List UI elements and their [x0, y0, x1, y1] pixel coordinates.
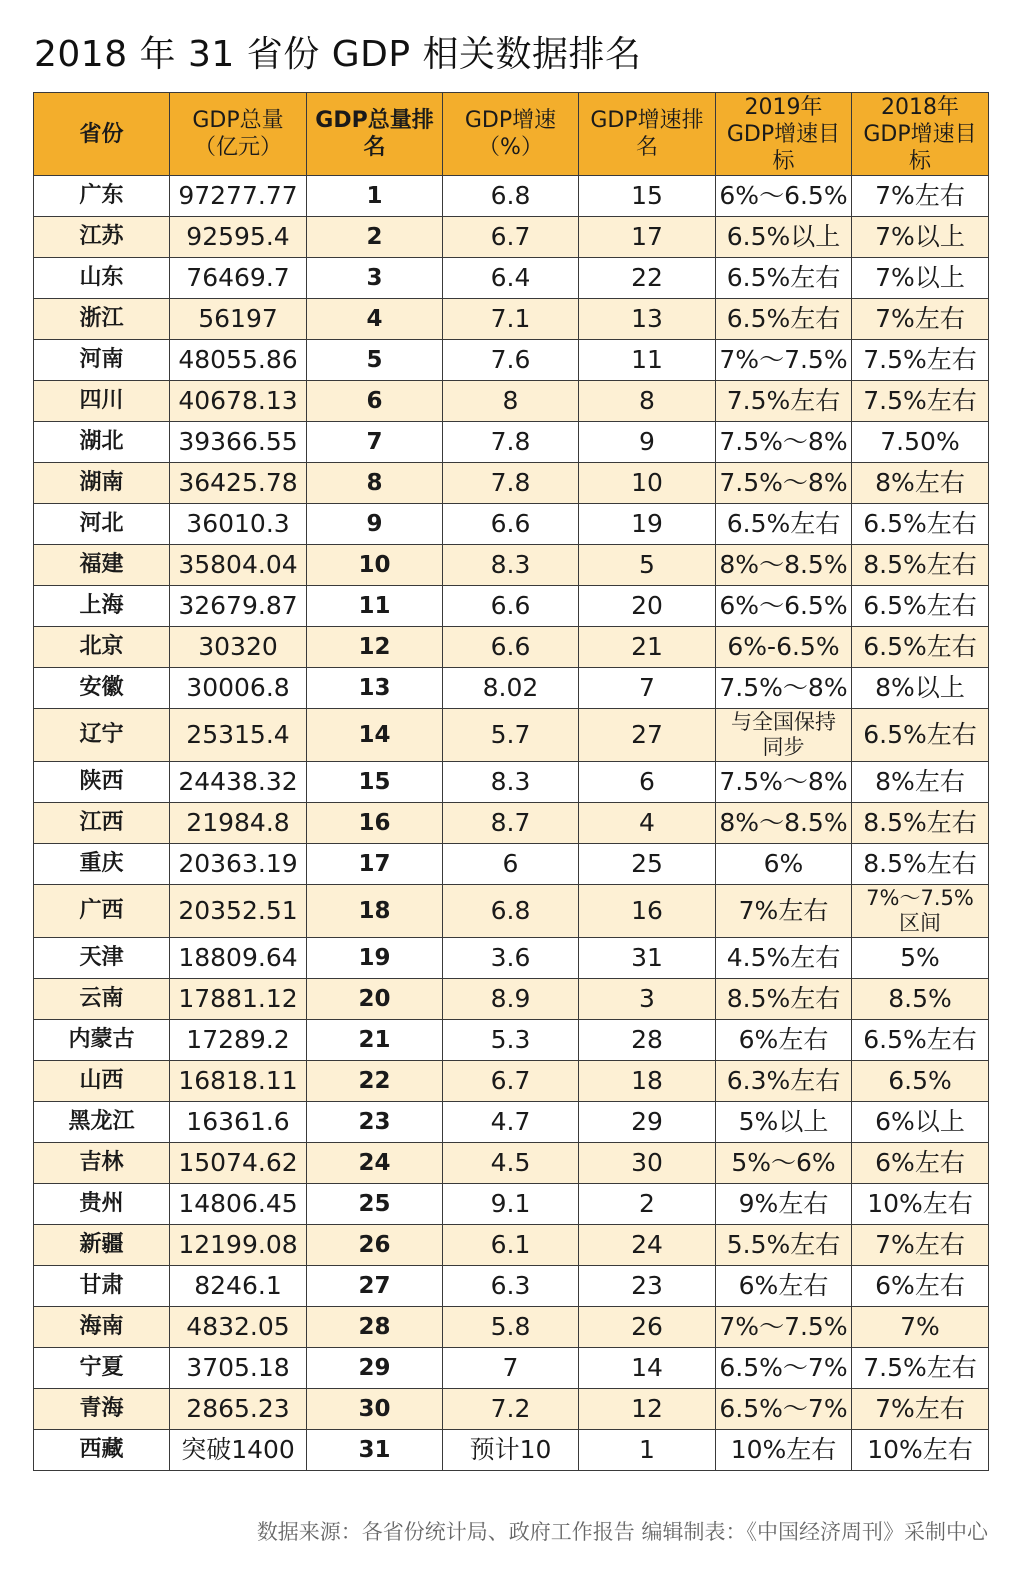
cell-gdp-total: 14806.45	[170, 1184, 307, 1225]
page-title: 2018 年 31 省份 GDP 相关数据排名	[34, 34, 642, 75]
table-row	[34, 1225, 989, 1266]
cell-target-2018: 6%左右	[852, 1143, 989, 1184]
cell-gdp-growth: 3.6	[443, 938, 579, 979]
table-row	[34, 545, 989, 586]
cell-province: 新疆	[34, 1225, 170, 1266]
cell-gdp-total: 2865.23	[170, 1389, 307, 1430]
cell-target-2019: 7.5%左右	[716, 381, 852, 422]
cell-province: 内蒙古	[34, 1020, 170, 1061]
cell-gdp-growth-rank: 17	[579, 217, 716, 258]
cell-target-2018: 10%左右	[852, 1430, 989, 1471]
cell-gdp-total: 30320	[170, 627, 307, 668]
cell-target-2019: 10%左右	[716, 1430, 852, 1471]
gdp-ranking-table	[33, 92, 989, 1471]
table-header-row	[34, 93, 989, 176]
cell-target-2019: 6.5%以上	[716, 217, 852, 258]
table-row	[34, 709, 989, 762]
table-row	[34, 762, 989, 803]
cell-gdp-total-rank: 30	[307, 1389, 443, 1430]
cell-target-2018: 7.5%左右	[852, 1348, 989, 1389]
cell-gdp-growth: 8.9	[443, 979, 579, 1020]
table-row	[34, 176, 989, 217]
cell-target-2018: 6%以上	[852, 1102, 989, 1143]
cell-gdp-total-rank: 9	[307, 504, 443, 545]
cell-target-2018: 6.5%左右	[852, 627, 989, 668]
cell-province: 上海	[34, 586, 170, 627]
cell-gdp-total: 15074.62	[170, 1143, 307, 1184]
cell-gdp-total-rank: 3	[307, 258, 443, 299]
cell-gdp-total-rank: 22	[307, 1061, 443, 1102]
cell-gdp-growth: 5.3	[443, 1020, 579, 1061]
cell-province: 海南	[34, 1307, 170, 1348]
cell-target-2019: 7.5%～8%	[716, 422, 852, 463]
cell-province: 江西	[34, 803, 170, 844]
cell-target-2019: 8%～8.5%	[716, 803, 852, 844]
cell-gdp-total: 30006.8	[170, 668, 307, 709]
cell-province: 河南	[34, 340, 170, 381]
cell-gdp-total: 16361.6	[170, 1102, 307, 1143]
cell-gdp-growth-rank: 4	[579, 803, 716, 844]
cell-gdp-total-rank: 29	[307, 1348, 443, 1389]
cell-province: 山东	[34, 258, 170, 299]
table-row	[34, 299, 989, 340]
cell-gdp-growth: 8.3	[443, 762, 579, 803]
cell-gdp-total: 48055.86	[170, 340, 307, 381]
cell-target-2019: 6.5%～7%	[716, 1348, 852, 1389]
cell-gdp-growth: 6.6	[443, 586, 579, 627]
cell-province: 贵州	[34, 1184, 170, 1225]
cell-gdp-growth: 7.8	[443, 422, 579, 463]
cell-target-2019: 4.5%左右	[716, 938, 852, 979]
header-gdp-total-rank: GDP总量排 名	[307, 93, 443, 176]
cell-province: 黑龙江	[34, 1102, 170, 1143]
cell-province: 广西	[34, 885, 170, 938]
cell-gdp-growth-rank: 5	[579, 545, 716, 586]
cell-target-2018: 7%～7.5% 区间	[852, 885, 989, 938]
cell-province: 山西	[34, 1061, 170, 1102]
cell-gdp-growth-rank: 25	[579, 844, 716, 885]
cell-target-2018: 7.50%	[852, 422, 989, 463]
cell-gdp-growth: 8.3	[443, 545, 579, 586]
table-row	[34, 844, 989, 885]
cell-gdp-growth-rank: 23	[579, 1266, 716, 1307]
cell-gdp-growth: 7.2	[443, 1389, 579, 1430]
cell-target-2018: 6%左右	[852, 1266, 989, 1307]
cell-gdp-total-rank: 26	[307, 1225, 443, 1266]
cell-target-2018: 7.5%左右	[852, 381, 989, 422]
cell-target-2019: 6%-6.5%	[716, 627, 852, 668]
cell-gdp-total-rank: 21	[307, 1020, 443, 1061]
cell-target-2019: 7%～7.5%	[716, 1307, 852, 1348]
cell-gdp-growth: 7.1	[443, 299, 579, 340]
cell-target-2018: 7%左右	[852, 176, 989, 217]
cell-gdp-total: 18809.64	[170, 938, 307, 979]
cell-province: 天津	[34, 938, 170, 979]
cell-province: 云南	[34, 979, 170, 1020]
cell-target-2019: 6%	[716, 844, 852, 885]
cell-gdp-growth-rank: 11	[579, 340, 716, 381]
cell-target-2019: 6.5%～7%	[716, 1389, 852, 1430]
cell-gdp-growth: 6.7	[443, 1061, 579, 1102]
cell-gdp-total-rank: 24	[307, 1143, 443, 1184]
cell-target-2018: 8.5%左右	[852, 545, 989, 586]
cell-gdp-total: 20352.51	[170, 885, 307, 938]
cell-target-2018: 7%以上	[852, 258, 989, 299]
cell-target-2019: 6.5%左右	[716, 299, 852, 340]
cell-province: 安徽	[34, 668, 170, 709]
table-row	[34, 1061, 989, 1102]
header-2019-target: 2019年 GDP增速目 标	[716, 93, 852, 176]
cell-gdp-total-rank: 11	[307, 586, 443, 627]
cell-gdp-growth-rank: 29	[579, 1102, 716, 1143]
header-gdp-total: GDP总量 （亿元）	[170, 93, 307, 176]
cell-province: 重庆	[34, 844, 170, 885]
cell-target-2018: 7%左右	[852, 1389, 989, 1430]
cell-gdp-total: 56197	[170, 299, 307, 340]
cell-gdp-growth: 6.1	[443, 1225, 579, 1266]
cell-gdp-growth-rank: 9	[579, 422, 716, 463]
cell-gdp-growth-rank: 18	[579, 1061, 716, 1102]
header-gdp-growth: GDP增速 （%）	[443, 93, 579, 176]
cell-gdp-growth: 6.3	[443, 1266, 579, 1307]
cell-target-2018: 8.5%	[852, 979, 989, 1020]
cell-gdp-total: 25315.4	[170, 709, 307, 762]
cell-target-2018: 7%左右	[852, 299, 989, 340]
cell-gdp-total-rank: 5	[307, 340, 443, 381]
cell-target-2018: 8.5%左右	[852, 844, 989, 885]
header-2018-target: 2018年 GDP增速目 标	[852, 93, 989, 176]
cell-gdp-total: 97277.77	[170, 176, 307, 217]
cell-gdp-total: 32679.87	[170, 586, 307, 627]
cell-gdp-total-rank: 2	[307, 217, 443, 258]
cell-gdp-growth: 预计10	[443, 1430, 579, 1471]
cell-gdp-total-rank: 23	[307, 1102, 443, 1143]
table-row	[34, 1143, 989, 1184]
cell-gdp-total-rank: 8	[307, 463, 443, 504]
cell-gdp-growth: 6.6	[443, 627, 579, 668]
cell-gdp-total: 17289.2	[170, 1020, 307, 1061]
cell-gdp-total: 76469.7	[170, 258, 307, 299]
cell-gdp-total-rank: 17	[307, 844, 443, 885]
cell-gdp-total: 36425.78	[170, 463, 307, 504]
cell-gdp-growth: 7.6	[443, 340, 579, 381]
cell-gdp-total-rank: 20	[307, 979, 443, 1020]
table-row	[34, 1266, 989, 1307]
cell-target-2019: 9%左右	[716, 1184, 852, 1225]
cell-gdp-growth-rank: 3	[579, 979, 716, 1020]
table-row	[34, 1020, 989, 1061]
cell-gdp-total: 16818.11	[170, 1061, 307, 1102]
cell-target-2018: 7.5%左右	[852, 340, 989, 381]
cell-gdp-growth-rank: 16	[579, 885, 716, 938]
header-gdp-growth-rank: GDP增速排 名	[579, 93, 716, 176]
cell-gdp-total-rank: 27	[307, 1266, 443, 1307]
cell-target-2019: 8%～8.5%	[716, 545, 852, 586]
cell-gdp-growth: 6.7	[443, 217, 579, 258]
cell-target-2019: 6.5%左右	[716, 258, 852, 299]
cell-target-2019: 7%左右	[716, 885, 852, 938]
cell-target-2018: 7%左右	[852, 1225, 989, 1266]
table-row	[34, 381, 989, 422]
table-row	[34, 1307, 989, 1348]
cell-gdp-growth-rank: 1	[579, 1430, 716, 1471]
cell-target-2019: 5%～6%	[716, 1143, 852, 1184]
cell-gdp-growth: 7	[443, 1348, 579, 1389]
cell-gdp-growth: 6.8	[443, 885, 579, 938]
cell-gdp-growth-rank: 7	[579, 668, 716, 709]
table-row	[34, 1389, 989, 1430]
cell-gdp-total: 21984.8	[170, 803, 307, 844]
table-row	[34, 504, 989, 545]
cell-gdp-growth-rank: 13	[579, 299, 716, 340]
cell-gdp-total: 12199.08	[170, 1225, 307, 1266]
cell-gdp-total-rank: 12	[307, 627, 443, 668]
cell-gdp-total-rank: 31	[307, 1430, 443, 1471]
cell-gdp-growth-rank: 14	[579, 1348, 716, 1389]
cell-gdp-total-rank: 4	[307, 299, 443, 340]
cell-gdp-growth-rank: 19	[579, 504, 716, 545]
cell-gdp-growth-rank: 31	[579, 938, 716, 979]
table-row	[34, 979, 989, 1020]
cell-target-2018: 5%	[852, 938, 989, 979]
table-row	[34, 217, 989, 258]
table-body	[34, 176, 989, 1471]
cell-gdp-total-rank: 16	[307, 803, 443, 844]
cell-gdp-growth-rank: 8	[579, 381, 716, 422]
cell-province: 福建	[34, 545, 170, 586]
table-row	[34, 422, 989, 463]
cell-gdp-total: 8246.1	[170, 1266, 307, 1307]
cell-province: 浙江	[34, 299, 170, 340]
table-row	[34, 627, 989, 668]
cell-province: 陕西	[34, 762, 170, 803]
cell-gdp-growth: 5.7	[443, 709, 579, 762]
table-row	[34, 885, 989, 938]
table-row	[34, 258, 989, 299]
cell-gdp-total: 突破1400	[170, 1430, 307, 1471]
cell-gdp-growth-rank: 2	[579, 1184, 716, 1225]
cell-gdp-growth-rank: 6	[579, 762, 716, 803]
cell-gdp-growth-rank: 21	[579, 627, 716, 668]
cell-province: 甘肃	[34, 1266, 170, 1307]
cell-gdp-total-rank: 18	[307, 885, 443, 938]
table-row	[34, 1430, 989, 1471]
header-province: 省份	[34, 93, 170, 176]
cell-gdp-total-rank: 7	[307, 422, 443, 463]
cell-gdp-total: 24438.32	[170, 762, 307, 803]
table-row	[34, 1348, 989, 1389]
cell-gdp-growth-rank: 30	[579, 1143, 716, 1184]
cell-target-2019: 与全国保持 同步	[716, 709, 852, 762]
table-row	[34, 1184, 989, 1225]
cell-gdp-growth: 4.7	[443, 1102, 579, 1143]
table-row	[34, 340, 989, 381]
cell-target-2018: 6.5%左右	[852, 709, 989, 762]
cell-gdp-total-rank: 6	[307, 381, 443, 422]
cell-province: 北京	[34, 627, 170, 668]
cell-target-2018: 8%以上	[852, 668, 989, 709]
cell-gdp-growth-rank: 12	[579, 1389, 716, 1430]
cell-province: 河北	[34, 504, 170, 545]
cell-gdp-growth-rank: 28	[579, 1020, 716, 1061]
cell-gdp-growth: 8.02	[443, 668, 579, 709]
cell-target-2019: 6%左右	[716, 1266, 852, 1307]
table-row	[34, 803, 989, 844]
cell-target-2018: 6.5%左右	[852, 504, 989, 545]
cell-target-2019: 5%以上	[716, 1102, 852, 1143]
cell-gdp-total: 3705.18	[170, 1348, 307, 1389]
cell-gdp-growth-rank: 27	[579, 709, 716, 762]
cell-target-2019: 6%～6.5%	[716, 176, 852, 217]
table-row	[34, 586, 989, 627]
cell-gdp-total: 36010.3	[170, 504, 307, 545]
cell-gdp-growth-rank: 15	[579, 176, 716, 217]
cell-province: 辽宁	[34, 709, 170, 762]
cell-target-2019: 8.5%左右	[716, 979, 852, 1020]
cell-target-2018: 7%以上	[852, 217, 989, 258]
cell-gdp-growth-rank: 24	[579, 1225, 716, 1266]
cell-target-2019: 7.5%～8%	[716, 762, 852, 803]
table-row	[34, 938, 989, 979]
table-row	[34, 1102, 989, 1143]
source-note: 数据来源：各省份统计局、政府工作报告 编辑制表：《中国经济周刊》采制中心	[256, 1520, 988, 1544]
cell-target-2019: 7%～7.5%	[716, 340, 852, 381]
cell-gdp-total: 20363.19	[170, 844, 307, 885]
cell-province: 湖南	[34, 463, 170, 504]
cell-gdp-growth: 7.8	[443, 463, 579, 504]
cell-target-2018: 10%左右	[852, 1184, 989, 1225]
cell-target-2018: 6.5%	[852, 1061, 989, 1102]
cell-gdp-total-rank: 25	[307, 1184, 443, 1225]
cell-province: 宁夏	[34, 1348, 170, 1389]
cell-province: 江苏	[34, 217, 170, 258]
cell-province: 西藏	[34, 1430, 170, 1471]
cell-gdp-total: 40678.13	[170, 381, 307, 422]
cell-gdp-total-rank: 14	[307, 709, 443, 762]
cell-target-2018: 6.5%左右	[852, 1020, 989, 1061]
cell-target-2019: 6%左右	[716, 1020, 852, 1061]
cell-target-2018: 8%左右	[852, 762, 989, 803]
cell-province: 吉林	[34, 1143, 170, 1184]
cell-gdp-growth: 5.8	[443, 1307, 579, 1348]
cell-target-2019: 7.5%～8%	[716, 668, 852, 709]
cell-gdp-total-rank: 15	[307, 762, 443, 803]
cell-gdp-growth-rank: 22	[579, 258, 716, 299]
cell-target-2019: 6.5%左右	[716, 504, 852, 545]
cell-province: 青海	[34, 1389, 170, 1430]
table-row	[34, 668, 989, 709]
cell-target-2018: 7%	[852, 1307, 989, 1348]
cell-province: 湖北	[34, 422, 170, 463]
cell-gdp-growth: 6.6	[443, 504, 579, 545]
table-row	[34, 463, 989, 504]
cell-province: 四川	[34, 381, 170, 422]
cell-gdp-total: 92595.4	[170, 217, 307, 258]
cell-gdp-total-rank: 28	[307, 1307, 443, 1348]
cell-gdp-growth-rank: 26	[579, 1307, 716, 1348]
cell-province: 广东	[34, 176, 170, 217]
cell-gdp-total: 4832.05	[170, 1307, 307, 1348]
cell-target-2018: 8.5%左右	[852, 803, 989, 844]
cell-gdp-total: 39366.55	[170, 422, 307, 463]
cell-target-2019: 5.5%左右	[716, 1225, 852, 1266]
cell-gdp-total-rank: 13	[307, 668, 443, 709]
cell-target-2018: 8%左右	[852, 463, 989, 504]
cell-gdp-growth: 9.1	[443, 1184, 579, 1225]
cell-gdp-total-rank: 1	[307, 176, 443, 217]
cell-target-2019: 6.3%左右	[716, 1061, 852, 1102]
cell-target-2019: 6%～6.5%	[716, 586, 852, 627]
cell-gdp-growth: 4.5	[443, 1143, 579, 1184]
cell-gdp-total: 17881.12	[170, 979, 307, 1020]
cell-gdp-total-rank: 19	[307, 938, 443, 979]
cell-target-2018: 6.5%左右	[852, 586, 989, 627]
cell-gdp-total-rank: 10	[307, 545, 443, 586]
cell-gdp-growth: 8.7	[443, 803, 579, 844]
cell-gdp-growth: 6.8	[443, 176, 579, 217]
cell-gdp-growth: 8	[443, 381, 579, 422]
cell-gdp-total: 35804.04	[170, 545, 307, 586]
cell-gdp-growth-rank: 10	[579, 463, 716, 504]
cell-gdp-growth: 6	[443, 844, 579, 885]
cell-gdp-growth: 6.4	[443, 258, 579, 299]
cell-target-2019: 7.5%～8%	[716, 463, 852, 504]
cell-gdp-growth-rank: 20	[579, 586, 716, 627]
